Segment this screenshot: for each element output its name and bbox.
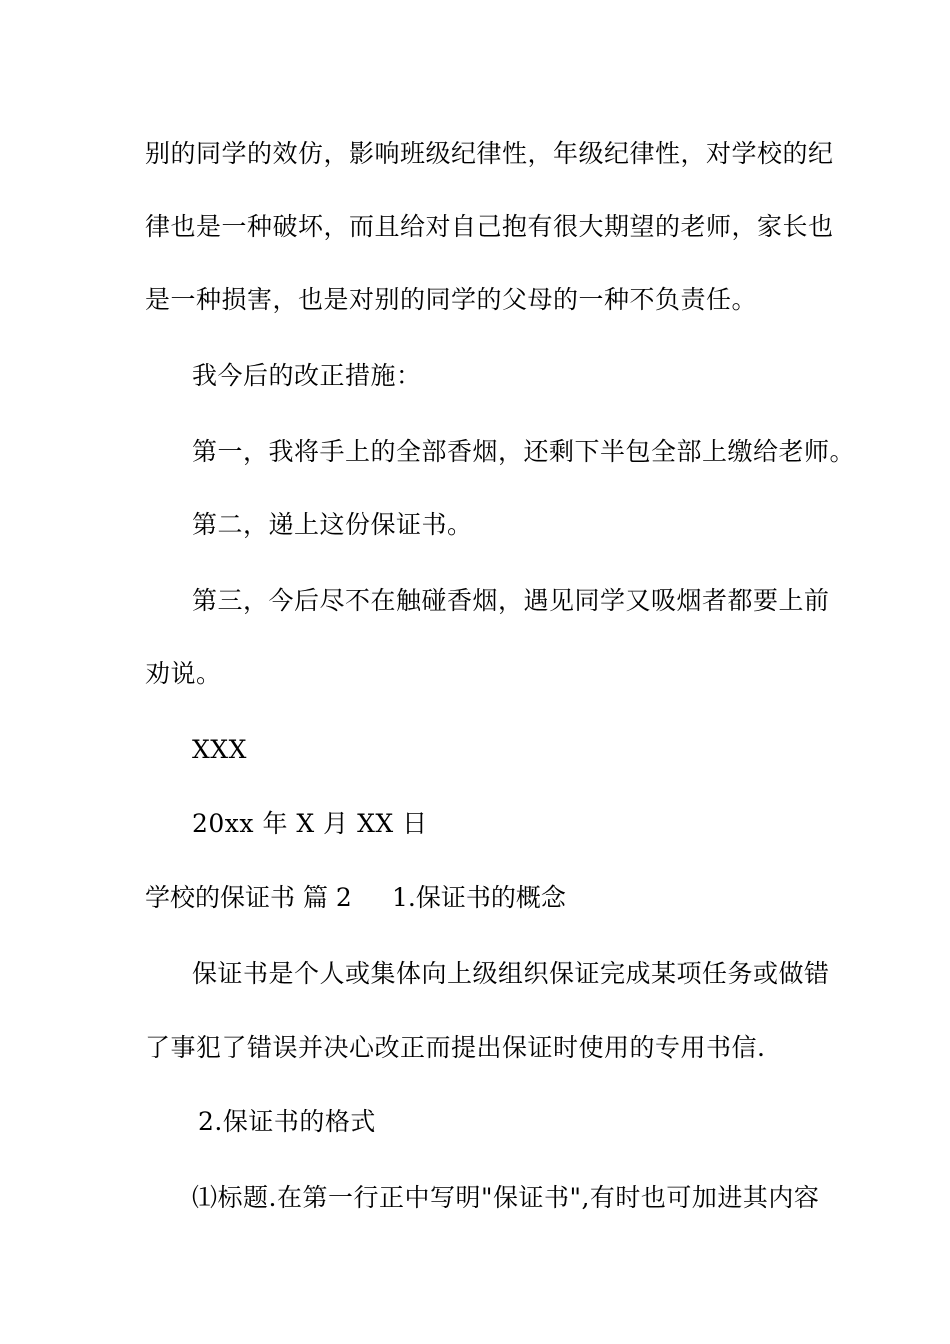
- concept-body-line: 了事犯了错误并决心改正而提出保证时使用的专用书信.: [145, 1033, 766, 1062]
- body-text-line: 律也是一种破坏，而且给对自己抱有很大期望的老师，家长也: [145, 212, 834, 241]
- signature: XXX: [192, 735, 247, 764]
- date: 20xx 年 X 月 XX 日: [192, 809, 428, 838]
- body-text-line: 劝说。: [145, 659, 222, 688]
- section-title: 学校的保证书 篇 2: [145, 883, 352, 912]
- measures-intro: 我今后的改正措施：: [192, 361, 422, 390]
- body-text-line: 别的同学的效仿，影响班级纪律性，年级纪律性，对学校的纪: [145, 139, 834, 168]
- concept-body-line: 保证书是个人或集体向上级组织保证完成某项任务或做错: [192, 959, 830, 988]
- measure-item-3: 第三，今后尽不在触碰香烟，遇见同学又吸烟者都要上前: [192, 586, 830, 615]
- format-item-1: ⑴标题.在第一行正中写明"保证书",有时也可加进其内容: [192, 1183, 820, 1212]
- measure-item-1: 第一，我将手上的全部香烟，还剩下半包全部上缴给老师。: [192, 437, 856, 466]
- concept-heading: 1.保证书的概念: [392, 883, 566, 912]
- format-heading: 2.保证书的格式: [198, 1107, 376, 1136]
- body-text-line: 是一种损害，也是对别的同学的父母的一种不负责任。: [145, 285, 758, 314]
- measure-item-2: 第二，递上这份保证书。: [192, 510, 473, 539]
